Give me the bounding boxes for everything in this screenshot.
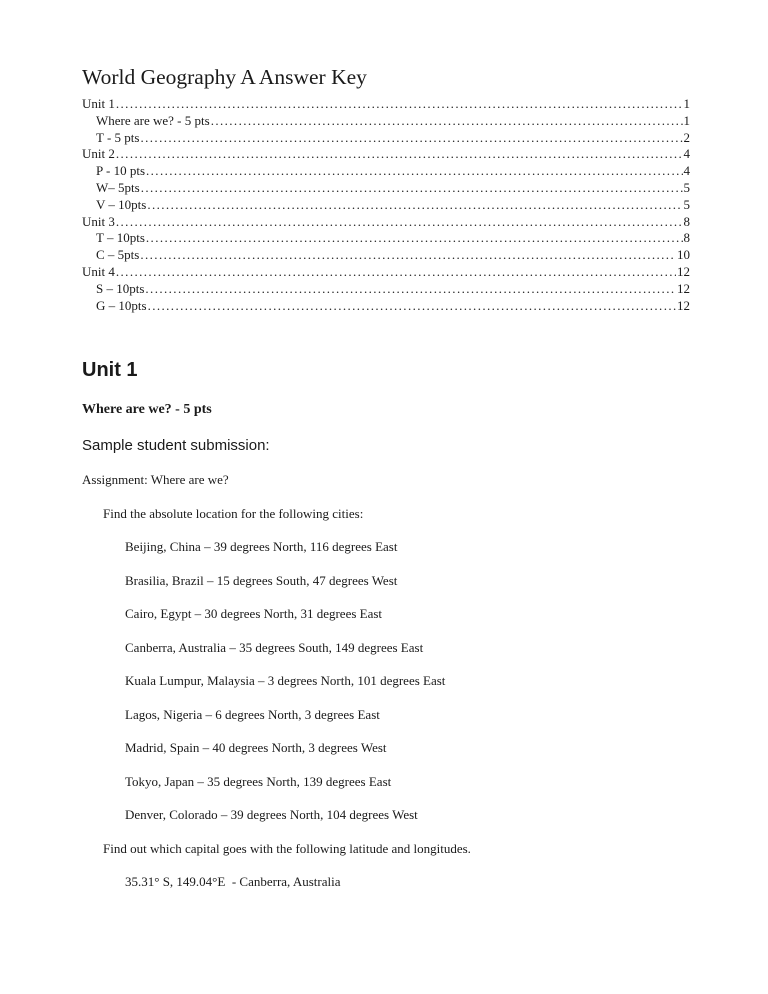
city-line: Tokyo, Japan – 35 degrees North, 139 degrees East — [125, 773, 392, 789]
toc-entry — [82, 180, 690, 197]
toc-entry-label: W– 5pts — [96, 179, 140, 195]
toc-entry — [82, 230, 690, 247]
toc-leader-dots — [148, 298, 676, 315]
toc-entry-page: 12 — [677, 263, 690, 279]
toc-entry-label: T – 10pts — [96, 230, 145, 246]
table-of-contents — [82, 96, 690, 314]
toc-entry-label: Where are we? - 5 pts — [96, 112, 210, 128]
toc-entry-page: 8 — [683, 213, 690, 229]
toc-leader-dots — [146, 230, 683, 247]
toc-leader-dots — [116, 264, 676, 281]
capital-answer-line: 35.31° S, 149.04°E - Canberra, Australia — [125, 874, 341, 890]
toc-entry-page: 5 — [683, 179, 690, 195]
toc-entry — [82, 197, 690, 214]
toc-leader-dots — [116, 146, 683, 163]
toc-entry-label: Unit 4 — [82, 263, 115, 279]
city-line: Canberra, Australia – 35 degrees South, 149 degrees East — [125, 639, 424, 655]
city-line: Madrid, Spain – 40 degrees North, 3 degrees West — [125, 740, 387, 756]
toc-entry — [82, 96, 690, 113]
submission-label: Sample student submission: — [82, 437, 270, 455]
toc-entry — [82, 214, 690, 231]
toc-leader-dots — [140, 247, 676, 264]
toc-entry — [82, 264, 690, 281]
toc-entry — [82, 146, 690, 163]
toc-entry-label: Unit 3 — [82, 213, 115, 229]
toc-leader-dots — [147, 197, 682, 214]
toc-entry-page: 1 — [683, 96, 690, 111]
toc-entry-label: V – 10pts — [96, 196, 147, 212]
toc-entry-label: S – 10pts — [96, 280, 145, 296]
toc-leader-dots — [116, 214, 683, 231]
toc-leader-dots — [140, 130, 682, 147]
toc-entry — [82, 163, 690, 180]
unit-1-heading: Unit 1 — [82, 359, 138, 382]
city-line: Beijing, China – 39 degrees North, 116 degrees East — [125, 539, 398, 555]
toc-entry-page: 10 — [677, 247, 690, 263]
toc-leader-dots — [116, 96, 683, 113]
toc-leader-dots — [146, 163, 683, 180]
toc-entry-page: 8 — [683, 230, 690, 246]
assignment-line: Assignment: Where are we? — [82, 472, 229, 488]
toc-entry-label: C – 5pts — [96, 247, 140, 263]
toc-entry — [82, 130, 690, 147]
toc-leader-dots — [145, 281, 676, 298]
city-line: Lagos, Nigeria – 6 degrees North, 3 degrees East — [125, 706, 380, 722]
toc-entry — [82, 281, 690, 298]
instruction-cities-line: Find the absolute location for the following cities: — [103, 505, 364, 521]
instruction-capitals-line: Find out which capital goes with the following latitude and longitudes. — [103, 840, 471, 856]
toc-entry-page: 12 — [677, 297, 690, 313]
toc-entry-label: Unit 2 — [82, 146, 115, 162]
toc-entry-page: 12 — [677, 280, 690, 296]
toc-entry — [82, 247, 690, 264]
city-line: Denver, Colorado – 39 degrees North, 104 degrees West — [125, 807, 418, 823]
assignment-heading: Where are we? - 5 pts — [82, 402, 212, 418]
city-line: Brasilia, Brazil – 15 degrees South, 47 degrees West — [125, 572, 398, 588]
toc-entry-page: 4 — [683, 163, 690, 179]
toc-entry-label: T - 5 pts — [96, 129, 140, 145]
toc-leader-dots — [141, 180, 683, 197]
toc-entry-page: 1 — [683, 112, 690, 128]
city-line: Cairo, Egypt – 30 degrees North, 31 degrees East — [125, 606, 383, 622]
city-line: Kuala Lumpur, Malaysia – 3 degrees North, 101 degrees East — [125, 673, 446, 689]
toc-entry-label: Unit 1 — [82, 96, 115, 111]
toc-entry — [82, 113, 690, 130]
toc-entry-label: P - 10 pts — [96, 163, 145, 179]
toc-entry-page: 4 — [683, 146, 690, 162]
toc-entry-label: G – 10pts — [96, 297, 147, 313]
toc-entry — [82, 298, 690, 315]
toc-leader-dots — [211, 113, 683, 130]
document-title: World Geography A Answer Key — [82, 65, 367, 89]
toc-entry-page: 5 — [683, 196, 690, 212]
toc-entry-page: 2 — [683, 129, 690, 145]
